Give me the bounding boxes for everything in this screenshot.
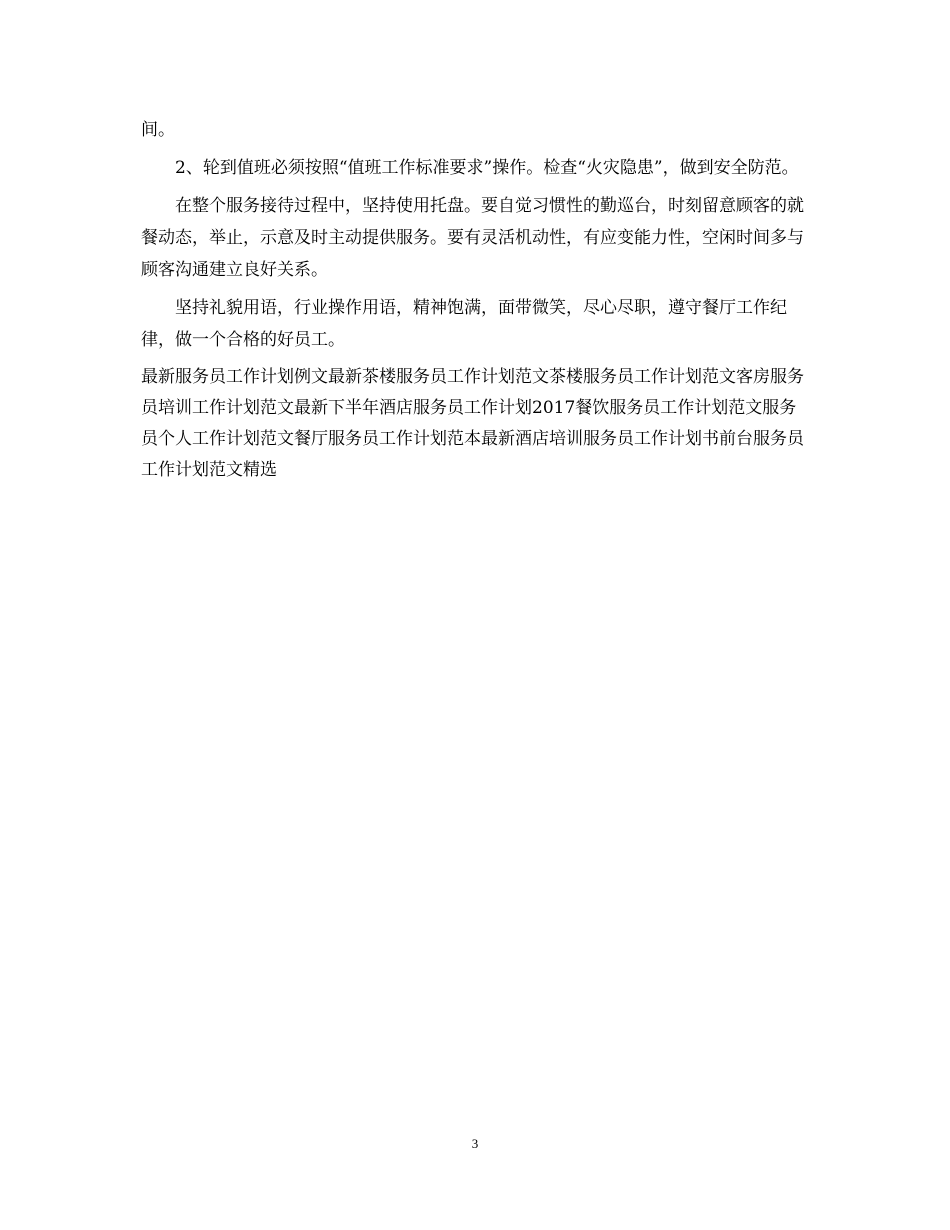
paragraph-polite-language: 坚持礼貌用语，行业操作用语，精神饱满，面带微笑，尽心尽职，遵守餐厅工作纪律，做一个合格的好员工。 (141, 298, 787, 350)
page-number: 3 (471, 1136, 479, 1151)
related-articles-text: 最新服务员工作计划例文最新茶楼服务员工作计划范文茶楼服务员工作计划范文客房服务员培训工作计划范文最新下半年酒店服务员工作计划2017餐饮服务员工作计划范文服务员个人工作计划范文餐厅服务员工作计划范本最新酒店培训服务员工作计划书前台服务员工作计划范文精选 (141, 367, 804, 480)
document-body (141, 114, 811, 486)
paragraph-continuation: 间。 (141, 120, 175, 140)
paragraph-duty-rules: 2、轮到值班必须按照“值班工作标准要求”操作。检查“火灾隐患”，做到安全防范。 (175, 158, 799, 178)
paragraph-service-process: 在整个服务接待过程中，坚持使用托盘。要自觉习惯性的勤巡台，时刻留意顾客的就餐动态，举止，示意及时主动提供服务。要有灵活机动性，有应变能力性，空闲时间多与顾客沟通建立良好关系。 (141, 196, 804, 280)
